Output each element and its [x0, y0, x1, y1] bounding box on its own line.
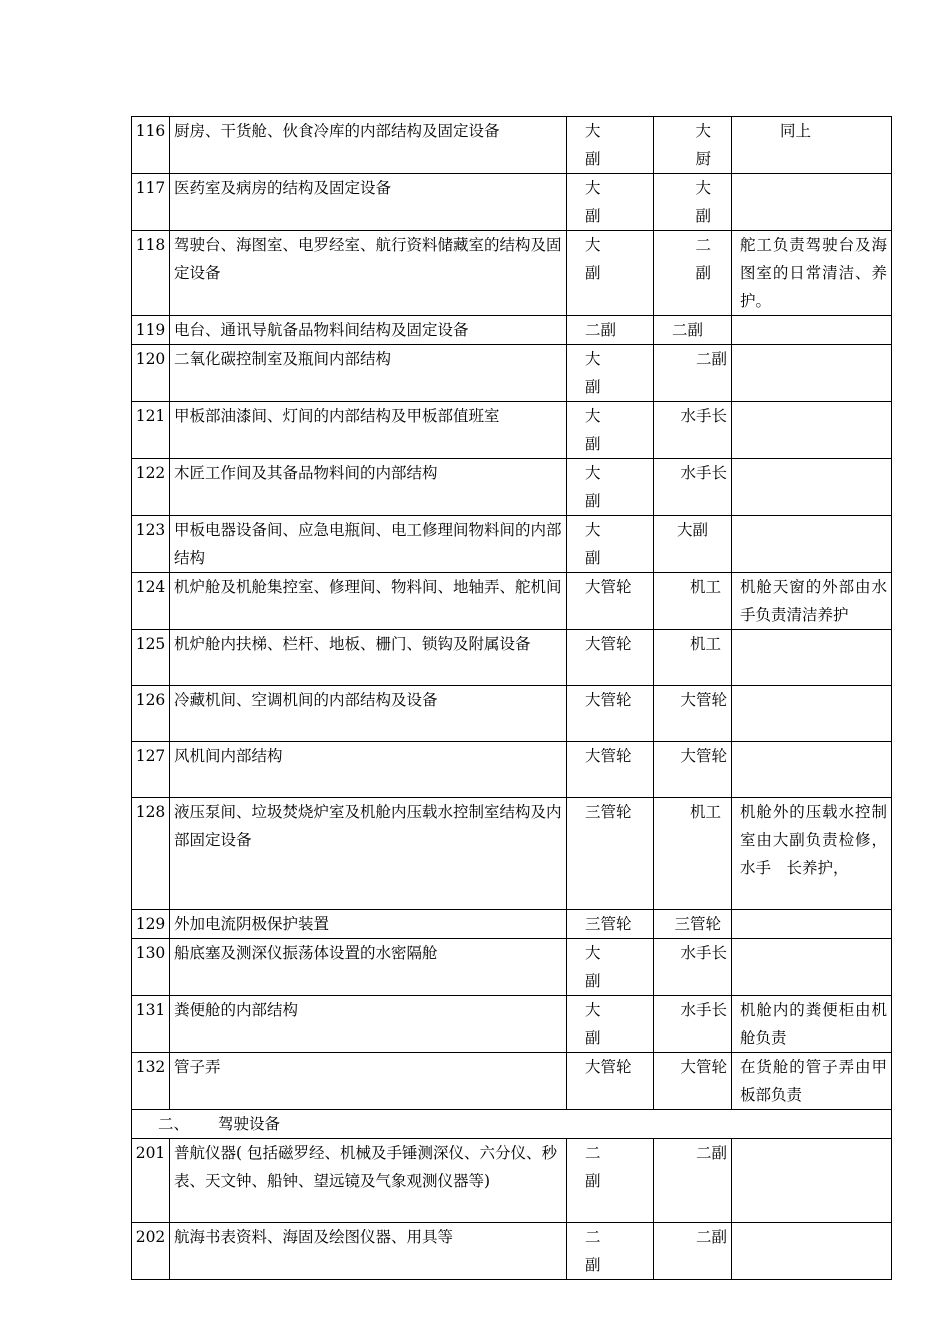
responsible-officer: 大副: [567, 516, 654, 573]
section-title: 驾驶设备: [218, 1115, 281, 1133]
maintainer: 二副: [654, 345, 732, 402]
row-number: 125: [132, 630, 170, 686]
note: 在货舱的管子弄由甲板部负责: [732, 1053, 892, 1110]
table-row: [132, 516, 892, 573]
row-number: 130: [132, 939, 170, 996]
table-row: [132, 316, 892, 345]
item-description: 机炉舱及机舱集控室、修理间、物料间、地轴弄、舵机间: [170, 573, 567, 630]
note: [732, 939, 892, 996]
maintainer: 二副: [654, 231, 732, 316]
table-row: [132, 231, 892, 316]
item-description: 驾驶台、海图室、电罗经室、航行资料储藏室的结构及固定设备: [170, 231, 567, 316]
responsible-officer: 大管轮: [567, 573, 654, 630]
responsible-officer: 大副: [567, 459, 654, 516]
responsible-officer: 大管轮: [567, 686, 654, 742]
item-description: 甲板电器设备间、应急电瓶间、电工修理间物料间的内部结构: [170, 516, 567, 573]
responsible-officer: 二副: [567, 1139, 654, 1223]
note: [732, 742, 892, 798]
section-header-row: [132, 1110, 892, 1139]
table-row: [132, 996, 892, 1053]
row-number: 128: [132, 798, 170, 910]
responsible-officer: 二副: [567, 316, 654, 345]
table-row: [132, 459, 892, 516]
item-description: 木匠工作间及其备品物料间的内部结构: [170, 459, 567, 516]
maintainer: 大管轮: [654, 742, 732, 798]
row-number: 123: [132, 516, 170, 573]
note: [732, 402, 892, 459]
row-number: 116: [132, 117, 170, 174]
item-description: 厨房、干货舱、伙食冷库的内部结构及固定设备: [170, 117, 567, 174]
responsible-officer: 大副: [567, 345, 654, 402]
responsible-officer: 大副: [567, 402, 654, 459]
table-row: [132, 573, 892, 630]
item-description: 船底塞及测深仪振荡体设置的水密隔舱: [170, 939, 567, 996]
note: [732, 316, 892, 345]
table-row: [132, 345, 892, 402]
table-row: [132, 1053, 892, 1110]
responsible-officer: 三管轮: [567, 910, 654, 939]
item-description: 电台、通讯导航备品物料间结构及固定设备: [170, 316, 567, 345]
row-number: 124: [132, 573, 170, 630]
responsibility-table: [131, 116, 892, 1280]
row-number: 201: [132, 1139, 170, 1223]
item-description: 管子弄: [170, 1053, 567, 1110]
maintainer: 二副: [654, 316, 732, 345]
maintainer: 水手长: [654, 459, 732, 516]
table-row: [132, 630, 892, 686]
table-row: [132, 402, 892, 459]
maintainer: 二副: [654, 1223, 732, 1280]
responsible-officer: 大副: [567, 117, 654, 174]
table-row: [132, 910, 892, 939]
note: [732, 459, 892, 516]
maintainer: 水手长: [654, 939, 732, 996]
note: [732, 686, 892, 742]
note: [732, 516, 892, 573]
note: 机舱天窗的外部由水手负责清洁养护: [732, 573, 892, 630]
table-row: [132, 117, 892, 174]
responsible-officer: 三管轮: [567, 798, 654, 910]
row-number: 127: [132, 742, 170, 798]
maintainer: 大管轮: [654, 686, 732, 742]
note: 舵工负责驾驶台及海图室的日常清洁、养护。: [732, 231, 892, 316]
row-number: 118: [132, 231, 170, 316]
row-number: 120: [132, 345, 170, 402]
maintainer: 大副: [654, 516, 732, 573]
responsible-officer: 大副: [567, 174, 654, 231]
section-header: [132, 1110, 892, 1139]
maintainer: 水手长: [654, 996, 732, 1053]
responsible-officer: 大管轮: [567, 1053, 654, 1110]
maintainer: 大厨: [654, 117, 732, 174]
note: 同上: [732, 117, 892, 174]
note: [732, 1139, 892, 1223]
item-description: 粪便舱的内部结构: [170, 996, 567, 1053]
row-number: 126: [132, 686, 170, 742]
maintainer: 三管轮: [654, 910, 732, 939]
item-description: 甲板部油漆间、灯间的内部结构及甲板部值班室: [170, 402, 567, 459]
row-number: 131: [132, 996, 170, 1053]
note: 机舱内的粪便柜由机舱负责: [732, 996, 892, 1053]
row-number: 122: [132, 459, 170, 516]
item-description: 冷藏机间、空调机间的内部结构及设备: [170, 686, 567, 742]
item-description: 机炉舱内扶梯、栏杆、地板、栅门、锁钩及附属设备: [170, 630, 567, 686]
table-row: [132, 174, 892, 231]
row-number: 119: [132, 316, 170, 345]
note: [732, 174, 892, 231]
table-row: [132, 686, 892, 742]
maintainer: 大副: [654, 174, 732, 231]
row-number: 117: [132, 174, 170, 231]
item-description: 普航仪器( 包括磁罗经、机械及手锤测深仪、六分仪、秒表、天文钟、船钟、望远镜及气象观测仪器等): [170, 1139, 567, 1223]
item-description: 风机间内部结构: [170, 742, 567, 798]
table-row: [132, 1139, 892, 1223]
note: [732, 630, 892, 686]
row-number: 121: [132, 402, 170, 459]
responsible-officer: 大管轮: [567, 742, 654, 798]
item-description: 外加电流阴极保护装置: [170, 910, 567, 939]
row-number: 129: [132, 910, 170, 939]
row-number: 202: [132, 1223, 170, 1280]
maintainer: 水手长: [654, 402, 732, 459]
responsible-officer: 大副: [567, 231, 654, 316]
note: 机舱外的压载水控制室由大副负责检修，水手 长养护，: [732, 798, 892, 910]
maintainer: 机工: [654, 630, 732, 686]
note: [732, 345, 892, 402]
responsible-officer: 二副: [567, 1223, 654, 1280]
responsible-officer: 大管轮: [567, 630, 654, 686]
section-number: 二、: [158, 1115, 190, 1133]
item-description: 航海书表资料、海固及绘图仪器、用具等: [170, 1223, 567, 1280]
item-description: 二氧化碳控制室及瓶间内部结构: [170, 345, 567, 402]
table-row: [132, 1223, 892, 1280]
item-description: 医药室及病房的结构及固定设备: [170, 174, 567, 231]
table-row: [132, 798, 892, 910]
maintainer: 机工: [654, 573, 732, 630]
maintainer: 二副: [654, 1139, 732, 1223]
table-row: [132, 939, 892, 996]
item-description: 液压泵间、垃圾焚烧炉室及机舱内压载水控制室结构及内部固定设备: [170, 798, 567, 910]
maintainer: 机工: [654, 798, 732, 910]
maintainer: 大管轮: [654, 1053, 732, 1110]
note: [732, 910, 892, 939]
responsible-officer: 大副: [567, 939, 654, 996]
responsible-officer: 大副: [567, 996, 654, 1053]
row-number: 132: [132, 1053, 170, 1110]
note: [732, 1223, 892, 1280]
table-row: [132, 742, 892, 798]
